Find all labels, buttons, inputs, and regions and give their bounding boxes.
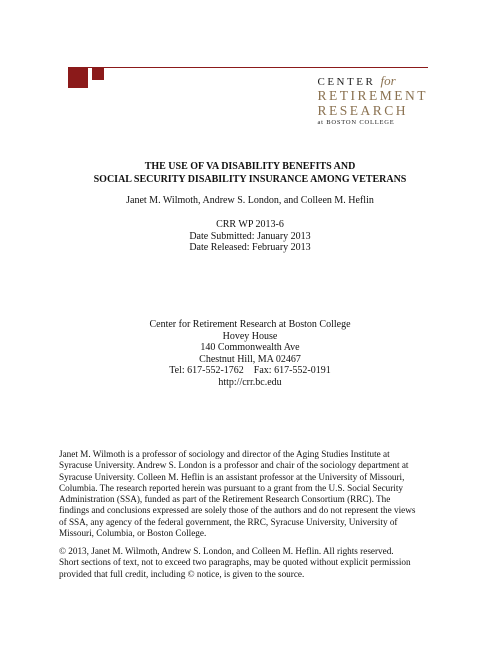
copyright-line: provided that full credit, including © notice, is given to the source. xyxy=(59,568,305,579)
logo-line-research: RESEARCH xyxy=(317,102,409,118)
date-released: Date Released: February 2013 xyxy=(189,242,311,253)
address-line: Center for Retirement Research at Boston College xyxy=(149,319,351,330)
bio-line: findings and conclusions expressed are solely those of the authors and do not represent the views xyxy=(59,505,416,516)
logo-line-center xyxy=(318,74,429,88)
copyright-paragraph xyxy=(59,546,441,580)
copyright-line: © 2013, Janet M. Wilmoth, Andrew S. London, and Colleen M. Heflin. All rights reserved. xyxy=(59,546,394,556)
contact-line: Tel: 617-552-1762 Fax: 617-552-0191 xyxy=(169,365,331,377)
address-line: 140 Commonwealth Ave xyxy=(200,342,300,354)
logo-word-center: CENTER xyxy=(317,76,376,88)
bio-line: Janet M. Wilmoth is a professor of sociology and director of the Aging Studies Institute at xyxy=(59,449,390,459)
logo-rule xyxy=(68,67,428,68)
author-bio-paragraph xyxy=(59,449,441,539)
bio-line: Syracuse University. Colleen M. Heflin is an assistant professor at the University of Missouri, xyxy=(59,471,405,482)
date-submitted: Date Submitted: January 2013 xyxy=(189,230,311,242)
title-line: THE USE OF VA DISABILITY BENEFITS AND xyxy=(144,161,356,172)
address-line: Chestnut Hill, MA 02467 xyxy=(199,353,301,365)
working-paper-number: CRR WP 2013-6 xyxy=(216,219,284,230)
logo-square-large xyxy=(68,68,88,88)
bio-line: Missouri, Columbia, or Boston College. xyxy=(59,528,207,539)
logo-square-small xyxy=(92,68,104,80)
title-line: SOCIAL SECURITY DISABILITY INSURANCE AMONG VETERANS xyxy=(93,174,407,185)
bio-line: Syracuse University. Andrew S. London is a professor and chair of the sociology department at xyxy=(59,460,409,471)
center-address xyxy=(0,319,500,389)
bio-line: of SSA, any agency of the federal government, the RRC, Syracuse University, University of xyxy=(59,516,398,527)
bio-line: Administration (SSA), funded as part of the Retirement Research Consortium (RRC). The xyxy=(59,494,391,505)
paper-authors: Janet M. Wilmoth, Andrew S. London, and Colleen M. Heflin xyxy=(126,195,374,206)
crr-logo xyxy=(318,74,429,127)
logo-word-for: for xyxy=(380,73,396,88)
address-line: Hovey House xyxy=(222,330,278,342)
logo-line-retirement: RETIREMENT xyxy=(317,88,428,103)
paper-title xyxy=(0,160,500,186)
paper-meta xyxy=(0,219,500,254)
copyright-line: Short sections of text, not to exceed two paragraphs, may be quoted without explicit permission xyxy=(59,557,411,568)
logo-line-boston-college: at BOSTON COLLEGE xyxy=(317,119,395,126)
bio-line: Columbia. The research reported herein was pursuant to a grant from the U.S. Social Security xyxy=(59,482,404,493)
website-link[interactable]: http://crr.bc.edu xyxy=(218,376,282,388)
